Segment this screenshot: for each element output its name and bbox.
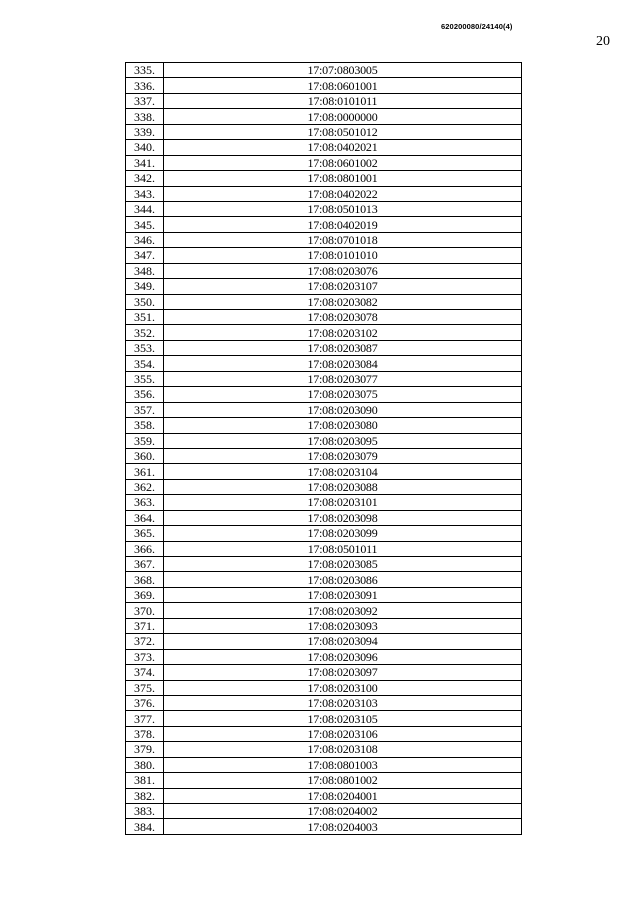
row-number: 360. bbox=[126, 448, 164, 463]
cadastral-code: 17:08:0203093 bbox=[164, 618, 522, 633]
row-number: 361. bbox=[126, 464, 164, 479]
table-row bbox=[126, 680, 522, 695]
row-number: 336. bbox=[126, 78, 164, 93]
table-row bbox=[126, 603, 522, 618]
table-row bbox=[126, 665, 522, 680]
table-row bbox=[126, 402, 522, 417]
cadastral-code: 17:08:0701018 bbox=[164, 232, 522, 247]
cadastral-code: 17:08:0402021 bbox=[164, 140, 522, 155]
table-row bbox=[126, 587, 522, 602]
cadastral-code: 17:08:0501013 bbox=[164, 201, 522, 216]
row-number: 352. bbox=[126, 325, 164, 340]
row-number: 375. bbox=[126, 680, 164, 695]
table-row bbox=[126, 448, 522, 463]
row-number: 380. bbox=[126, 757, 164, 772]
table-row bbox=[126, 742, 522, 757]
cadastral-code: 17:08:0801002 bbox=[164, 773, 522, 788]
table-row bbox=[126, 78, 522, 93]
table-row bbox=[126, 124, 522, 139]
cadastral-code: 17:08:0203098 bbox=[164, 510, 522, 525]
row-number: 337. bbox=[126, 93, 164, 108]
table-row bbox=[126, 171, 522, 186]
cadastral-code: 17:08:0601002 bbox=[164, 155, 522, 170]
table-row bbox=[126, 479, 522, 494]
row-number: 368. bbox=[126, 572, 164, 587]
cadastral-code: 17:08:0101011 bbox=[164, 93, 522, 108]
cadastral-code: 17:08:0601001 bbox=[164, 78, 522, 93]
cadastral-code: 17:08:0203100 bbox=[164, 680, 522, 695]
cadastral-code: 17:08:0203104 bbox=[164, 464, 522, 479]
row-number: 362. bbox=[126, 479, 164, 494]
table-row bbox=[126, 232, 522, 247]
table-row bbox=[126, 93, 522, 108]
row-number: 370. bbox=[126, 603, 164, 618]
cadastral-code: 17:08:0801001 bbox=[164, 171, 522, 186]
row-number: 354. bbox=[126, 356, 164, 371]
cadastral-code: 17:08:0203090 bbox=[164, 402, 522, 417]
cadastral-code: 17:08:0203096 bbox=[164, 649, 522, 664]
cadastral-code: 17:08:0203105 bbox=[164, 711, 522, 726]
cadastral-code: 17:08:0204003 bbox=[164, 819, 522, 834]
page-number: 20 bbox=[596, 34, 610, 49]
cadastral-code: 17:08:0203085 bbox=[164, 557, 522, 572]
table-row bbox=[126, 495, 522, 510]
table-body bbox=[126, 63, 522, 835]
table-row bbox=[126, 649, 522, 664]
cadastral-code: 17:08:0203099 bbox=[164, 526, 522, 541]
cadastral-code: 17:08:0203102 bbox=[164, 325, 522, 340]
table-row bbox=[126, 279, 522, 294]
row-number: 357. bbox=[126, 402, 164, 417]
cadastral-code: 17:08:0203086 bbox=[164, 572, 522, 587]
table-row bbox=[126, 140, 522, 155]
cadastral-code: 17:08:0000000 bbox=[164, 109, 522, 124]
table-row bbox=[126, 634, 522, 649]
row-number: 353. bbox=[126, 340, 164, 355]
table-row bbox=[126, 819, 522, 834]
cadastral-code: 17:08:0203091 bbox=[164, 587, 522, 602]
table-row bbox=[126, 155, 522, 170]
row-number: 383. bbox=[126, 804, 164, 819]
row-number: 359. bbox=[126, 433, 164, 448]
row-number: 377. bbox=[126, 711, 164, 726]
row-number: 348. bbox=[126, 263, 164, 278]
cadastral-code: 17:08:0402019 bbox=[164, 217, 522, 232]
cadastral-code: 17:08:0203084 bbox=[164, 356, 522, 371]
table-row bbox=[126, 109, 522, 124]
table-row bbox=[126, 340, 522, 355]
cadastral-code: 17:08:0203107 bbox=[164, 279, 522, 294]
cadastral-code: 17:08:0203077 bbox=[164, 371, 522, 386]
table-row bbox=[126, 557, 522, 572]
cadastral-code: 17:08:0204002 bbox=[164, 804, 522, 819]
cadastral-code: 17:08:0501011 bbox=[164, 541, 522, 556]
row-number: 347. bbox=[126, 248, 164, 263]
cadastral-code: 17:08:0203076 bbox=[164, 263, 522, 278]
row-number: 344. bbox=[126, 201, 164, 216]
cadastral-code: 17:07:0803005 bbox=[164, 63, 522, 78]
row-number: 342. bbox=[126, 171, 164, 186]
row-number: 382. bbox=[126, 788, 164, 803]
table-row bbox=[126, 433, 522, 448]
cadastral-code: 17:08:0203075 bbox=[164, 387, 522, 402]
row-number: 349. bbox=[126, 279, 164, 294]
table-row bbox=[126, 263, 522, 278]
table-row bbox=[126, 464, 522, 479]
cadastral-code: 17:08:0203088 bbox=[164, 479, 522, 494]
table-row bbox=[126, 310, 522, 325]
row-number: 355. bbox=[126, 371, 164, 386]
cadastral-table bbox=[125, 62, 522, 835]
cadastral-code: 17:08:0203079 bbox=[164, 448, 522, 463]
row-number: 363. bbox=[126, 495, 164, 510]
row-number: 369. bbox=[126, 587, 164, 602]
row-number: 346. bbox=[126, 232, 164, 247]
row-number: 339. bbox=[126, 124, 164, 139]
row-number: 373. bbox=[126, 649, 164, 664]
cadastral-code: 17:08:0203080 bbox=[164, 418, 522, 433]
cadastral-code: 17:08:0203108 bbox=[164, 742, 522, 757]
table-row bbox=[126, 541, 522, 556]
table-row bbox=[126, 788, 522, 803]
table-row bbox=[126, 695, 522, 710]
row-number: 345. bbox=[126, 217, 164, 232]
table-row bbox=[126, 201, 522, 216]
table-row bbox=[126, 248, 522, 263]
table-row bbox=[126, 356, 522, 371]
table-row bbox=[126, 325, 522, 340]
cadastral-code: 17:08:0204001 bbox=[164, 788, 522, 803]
table-row bbox=[126, 572, 522, 587]
cadastral-code: 17:08:0801003 bbox=[164, 757, 522, 772]
cadastral-code: 17:08:0402022 bbox=[164, 186, 522, 201]
cadastral-code: 17:08:0203082 bbox=[164, 294, 522, 309]
table-row bbox=[126, 63, 522, 78]
row-number: 372. bbox=[126, 634, 164, 649]
cadastral-code: 17:08:0203097 bbox=[164, 665, 522, 680]
cadastral-code: 17:08:0101010 bbox=[164, 248, 522, 263]
row-number: 335. bbox=[126, 63, 164, 78]
table-row bbox=[126, 387, 522, 402]
cadastral-code: 17:08:0203101 bbox=[164, 495, 522, 510]
row-number: 358. bbox=[126, 418, 164, 433]
row-number: 338. bbox=[126, 109, 164, 124]
cadastral-code: 17:08:0203103 bbox=[164, 695, 522, 710]
row-number: 384. bbox=[126, 819, 164, 834]
cadastral-code: 17:08:0203094 bbox=[164, 634, 522, 649]
cadastral-code: 17:08:0203087 bbox=[164, 340, 522, 355]
row-number: 366. bbox=[126, 541, 164, 556]
row-number: 371. bbox=[126, 618, 164, 633]
row-number: 378. bbox=[126, 726, 164, 741]
row-number: 367. bbox=[126, 557, 164, 572]
table-row bbox=[126, 418, 522, 433]
table-row bbox=[126, 186, 522, 201]
table-row bbox=[126, 217, 522, 232]
table-row bbox=[126, 526, 522, 541]
cadastral-code: 17:08:0203106 bbox=[164, 726, 522, 741]
row-number: 381. bbox=[126, 773, 164, 788]
table-row bbox=[126, 757, 522, 772]
row-number: 364. bbox=[126, 510, 164, 525]
table-row bbox=[126, 711, 522, 726]
table-row bbox=[126, 510, 522, 525]
row-number: 356. bbox=[126, 387, 164, 402]
table-row bbox=[126, 726, 522, 741]
row-number: 341. bbox=[126, 155, 164, 170]
cadastral-code: 17:08:0501012 bbox=[164, 124, 522, 139]
table-row bbox=[126, 773, 522, 788]
cadastral-code: 17:08:0203095 bbox=[164, 433, 522, 448]
row-number: 379. bbox=[126, 742, 164, 757]
row-number: 343. bbox=[126, 186, 164, 201]
cadastral-code: 17:08:0203078 bbox=[164, 310, 522, 325]
row-number: 374. bbox=[126, 665, 164, 680]
row-number: 350. bbox=[126, 294, 164, 309]
row-number: 376. bbox=[126, 695, 164, 710]
document-code: 620200080/24140(4) bbox=[441, 22, 513, 31]
cadastral-code: 17:08:0203092 bbox=[164, 603, 522, 618]
table-row bbox=[126, 618, 522, 633]
table-row bbox=[126, 804, 522, 819]
row-number: 340. bbox=[126, 140, 164, 155]
row-number: 351. bbox=[126, 310, 164, 325]
row-number: 365. bbox=[126, 526, 164, 541]
table-row bbox=[126, 294, 522, 309]
table-row bbox=[126, 371, 522, 386]
